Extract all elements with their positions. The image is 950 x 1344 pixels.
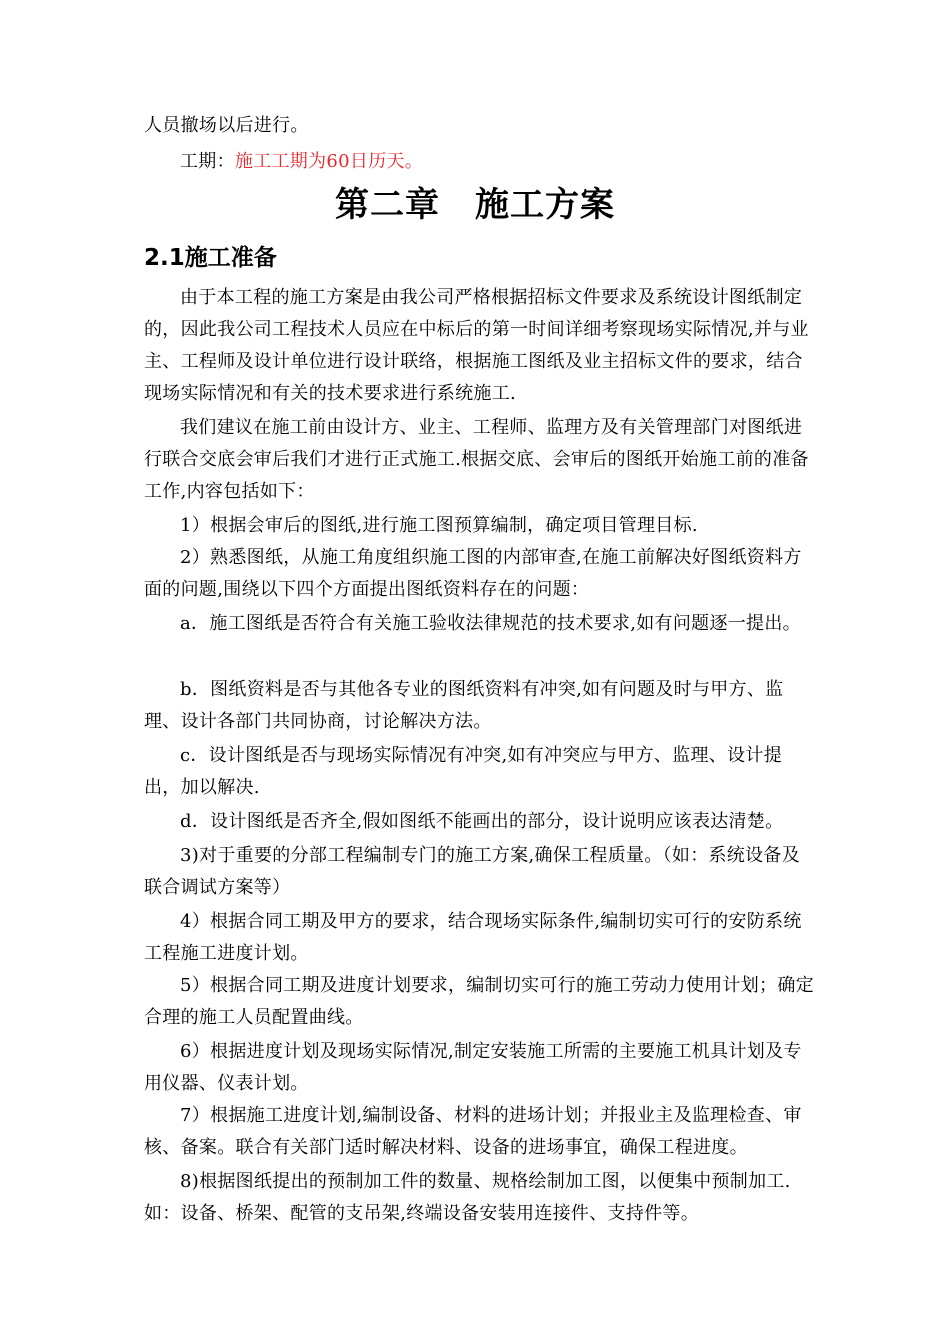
- list-item-4: 4）根据合同工期及甲方的要求，结合现场实际条件,编制切实可行的安防系统工程施工进度计划。: [144, 911, 802, 964]
- list-item-6: 6）根据进度计划及现场实际情况,制定安装施工所需的主要施工机具计划及专用仪器、仪表计划。: [144, 1041, 802, 1094]
- sub-item-d: d．设计图纸是否齐全,假如图纸不能画出的部分，设计说明应该表达清楚。: [180, 811, 784, 832]
- section-title: 2.1施工准备: [144, 245, 277, 271]
- list-item-7: 7）根据施工进度计划,编制设备、材料的进场计划；并报业主及监理检查、审核、备案。联合有关部门适时解决材料、设备的进场事宜，确保工程进度。: [144, 1105, 802, 1158]
- paragraph-recommendation: 我们建议在施工前由设计方、业主、工程师、监理方及有关管理部门对图纸进行联合交底会审后我们才进行正式施工.根据交底、会审后的图纸开始施工前的准备工作,内容包括如下：: [144, 417, 809, 502]
- list-item-1: 1）根据会审后的图纸,进行施工图预算编制，确定项目管理目标.: [180, 515, 698, 536]
- chapter-title: 第二章 施工方案: [335, 185, 615, 225]
- sub-item-c: c．设计图纸是否与现场实际情况有冲突,如有冲突应与甲方、监理、设计提出，加以解决.: [144, 745, 782, 798]
- list-item-8: 8)根据图纸提出的预制加工件的数量、规格绘制加工图，以便集中预制加工.如：设备、桥架、配管的支吊架,终端设备安装用连接件、支持件等。: [144, 1171, 791, 1224]
- schedule-value: 施工工期为60日历天。: [234, 151, 424, 172]
- schedule-line: [144, 146, 814, 178]
- list-item-5: 5）根据合同工期及进度计划要求，编制切实可行的施工劳动力使用计划；确定合理的施工人员配置曲线。: [144, 975, 814, 1028]
- sub-item-a: a．施工图纸是否符合有关施工验收法律规范的技术要求,如有问题逐一提出。: [180, 613, 801, 634]
- list-item-2: 2）熟悉图纸，从施工角度组织施工图的内部审查,在施工前解决好图纸资料方面的问题,围绕以下四个方面提出图纸资料存在的问题：: [144, 547, 802, 600]
- continuation-text: 人员撤场以后进行。: [144, 115, 309, 136]
- list-item-3: 3)对于重要的分部工程编制专门的施工方案,确保工程质量。（如：系统设备及联合调试方案等）: [144, 845, 800, 898]
- schedule-label: 工期：: [180, 151, 235, 172]
- paragraph-intro: 由于本工程的施工方案是由我公司严格根据招标文件要求及系统设计图纸制定的，因此我公司工程技术人员应在中标后的第一时间详细考察现场实际情况,并与业主、工程师及设计单位进行设计联络，根据施工图纸及业主招标文件的要求，结合现场实际情况和有关的技术要求进行系统施工.: [144, 287, 809, 404]
- sub-item-b: b．图纸资料是否与其他各专业的图纸资料有冲突,如有问题及时与甲方、监理、设计各部门共同协商，讨论解决方法。: [144, 679, 784, 732]
